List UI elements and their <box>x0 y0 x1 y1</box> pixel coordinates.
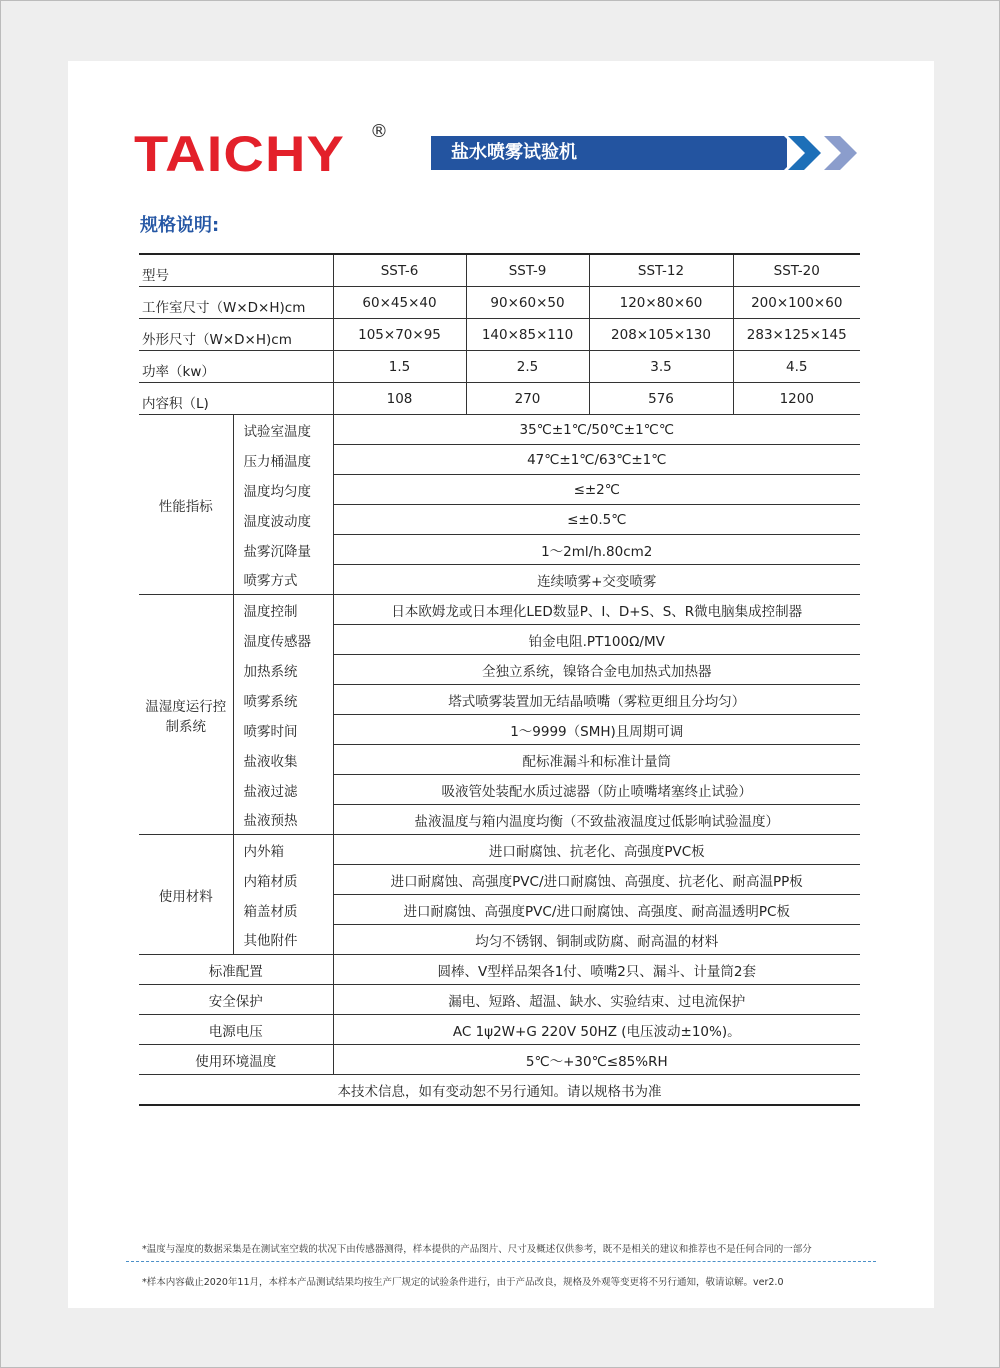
cell-value: 全独立系统，镍铬合金电加热式加热器 <box>333 655 860 685</box>
footnote-2: *样本内容截止2020年11月，本样本产品测试结果均按生产厂规定的试验条件进行，由于产品改良，规格及外观等变更将不另行通知，敬请谅解。ver2.0 <box>142 1277 784 1288</box>
table-note: 本技术信息，如有变动恕不另行通知。请以规格书为准 <box>139 1075 860 1106</box>
cell-value: 200×100×60 <box>733 287 860 319</box>
cell-value: 270 <box>466 383 589 415</box>
table-row <box>139 955 860 985</box>
cell-value: 4.5 <box>733 351 860 383</box>
cell-value: 2.5 <box>466 351 589 383</box>
model-name: SST-20 <box>733 254 860 287</box>
cell-value: 1～9999（SMH)且周期可调 <box>333 715 860 745</box>
cell-value: 140×85×110 <box>466 319 589 351</box>
table-row <box>139 835 860 865</box>
taichy-logo: TAICHY <box>134 126 346 182</box>
table-row <box>139 655 860 685</box>
cell-value: 35℃±1℃/50℃±1℃℃ <box>333 415 860 445</box>
cell-value: 108 <box>333 383 466 415</box>
table-row <box>139 319 860 351</box>
chevron-arrows-icon <box>784 136 864 170</box>
footnote-1: *温度与湿度的数据采集是在测试室空载的状况下由传感器测得，样本提供的产品图片、尺寸及概述仅供参考，既不是相关的建议和推荐也不是任何合同的一部分 <box>142 1244 812 1255</box>
table-row <box>139 685 860 715</box>
table-row <box>139 625 860 655</box>
table-row <box>139 565 860 595</box>
spec-table <box>139 253 860 1106</box>
cell-value: 进口耐腐蚀、抗老化、高强度PVC板 <box>333 835 860 865</box>
row-label: 压力桶温度 <box>233 445 333 475</box>
cell-value: 283×125×145 <box>733 319 860 351</box>
table-row <box>139 775 860 805</box>
cell-value: ≤±2℃ <box>333 475 860 505</box>
cell-value: 208×105×130 <box>589 319 733 351</box>
cell-value: 进口耐腐蚀、高强度PVC/进口耐腐蚀、高强度、耐高温透明PC板 <box>333 895 860 925</box>
model-name: SST-9 <box>466 254 589 287</box>
table-row <box>139 895 860 925</box>
row-label: 电源电压 <box>139 1015 333 1045</box>
table-row <box>139 715 860 745</box>
row-label: 盐液收集 <box>233 745 333 775</box>
row-label: 箱盖材质 <box>233 895 333 925</box>
cell-value: 1200 <box>733 383 860 415</box>
table-row <box>139 865 860 895</box>
group-label: 使用材料 <box>139 835 233 955</box>
cell-value: 1～2ml/h.80cm2 <box>333 535 860 565</box>
cell-value: 吸液管处装配水质过滤器（防止喷嘴堵塞终止试验） <box>333 775 860 805</box>
table-row <box>139 351 860 383</box>
cell-value: 90×60×50 <box>466 287 589 319</box>
cell-value: 日本欧姆龙或日本理化LED数显P、I、D+S、S、R微电脑集成控制器 <box>333 595 860 625</box>
model-name: SST-12 <box>589 254 733 287</box>
cell-value: 圆棒、V型样品架各1付、喷嘴2只、漏斗、计量筒2套 <box>333 955 860 985</box>
registered-mark: ® <box>370 121 388 142</box>
spec-sheet <box>68 61 934 1308</box>
group-label: 温湿度运行控制系统 <box>139 595 233 835</box>
group-label: 性能指标 <box>139 415 233 595</box>
row-label: 温度控制 <box>233 595 333 625</box>
cell-value: 5℃～+30℃≤85%RH <box>333 1045 860 1075</box>
cell-value: ≤±0.5℃ <box>333 505 860 535</box>
row-label: 试验室温度 <box>233 415 333 445</box>
row-label: 外形尺寸（W×D×H)cm <box>139 319 333 351</box>
row-label: 内容积（L) <box>139 383 333 415</box>
row-label: 加热系统 <box>233 655 333 685</box>
row-label: 内外箱 <box>233 835 333 865</box>
row-label: 温度传感器 <box>233 625 333 655</box>
model-name: SST-6 <box>333 254 466 287</box>
cell-value: 60×45×40 <box>333 287 466 319</box>
table-row <box>139 985 860 1015</box>
row-label: 喷雾系统 <box>233 685 333 715</box>
table-row <box>139 1045 860 1075</box>
cell-value: 47℃±1℃/63℃±1℃ <box>333 445 860 475</box>
table-row <box>139 383 860 415</box>
cell-value: 塔式喷雾装置加无结晶喷嘴（雾粒更细且分均匀） <box>333 685 860 715</box>
product-title-banner: 盐水喷雾试验机 <box>431 136 787 170</box>
row-label: 盐液预热 <box>233 805 333 835</box>
cell-value: 576 <box>589 383 733 415</box>
row-label: 使用环境温度 <box>139 1045 333 1075</box>
table-row <box>139 535 860 565</box>
cell-value: AC 1ψ2W+G 220V 50HZ (电压波动±10%)。 <box>333 1015 860 1045</box>
cell-value: 3.5 <box>589 351 733 383</box>
cell-value: 漏电、短路、超温、缺水、实验结束、过电流保护 <box>333 985 860 1015</box>
row-label: 标准配置 <box>139 955 333 985</box>
row-label: 盐雾沉降量 <box>233 535 333 565</box>
row-label: 喷雾时间 <box>233 715 333 745</box>
table-row <box>139 415 860 445</box>
cell-value: 连续喷雾+交变喷雾 <box>333 565 860 595</box>
table-row <box>139 287 860 319</box>
row-label: 安全保护 <box>139 985 333 1015</box>
row-label: 功率（kw） <box>139 351 333 383</box>
table-row <box>139 475 860 505</box>
table-row <box>139 445 860 475</box>
row-label: 温度波动度 <box>233 505 333 535</box>
row-label: 内箱材质 <box>233 865 333 895</box>
cell-value: 105×70×95 <box>333 319 466 351</box>
table-row <box>139 1015 860 1045</box>
dashed-divider <box>126 1261 876 1262</box>
table-row <box>139 254 860 287</box>
row-label: 盐液过滤 <box>233 775 333 805</box>
cell-value: 120×80×60 <box>589 287 733 319</box>
cell-value: 1.5 <box>333 351 466 383</box>
table-note-row <box>139 1075 860 1106</box>
table-row <box>139 805 860 835</box>
cell-value: 铂金电阻.PT100Ω/MV <box>333 625 860 655</box>
table-row <box>139 925 860 955</box>
table-row <box>139 595 860 625</box>
table-row <box>139 745 860 775</box>
cell-value: 均匀不锈钢、铜制或防腐、耐高温的材料 <box>333 925 860 955</box>
row-label: 型号 <box>139 254 333 287</box>
row-label: 工作室尺寸（W×D×H)cm <box>139 287 333 319</box>
row-label: 温度均匀度 <box>233 475 333 505</box>
row-label: 喷雾方式 <box>233 565 333 595</box>
table-row <box>139 505 860 535</box>
row-label: 其他附件 <box>233 925 333 955</box>
cell-value: 进口耐腐蚀、高强度PVC/进口耐腐蚀、高强度、抗老化、耐高温PP板 <box>333 865 860 895</box>
cell-value: 盐液温度与箱内温度均衡（不致盐液温度过低影响试验温度） <box>333 805 860 835</box>
section-title: 规格说明: <box>140 215 220 236</box>
cell-value: 配标准漏斗和标准计量筒 <box>333 745 860 775</box>
